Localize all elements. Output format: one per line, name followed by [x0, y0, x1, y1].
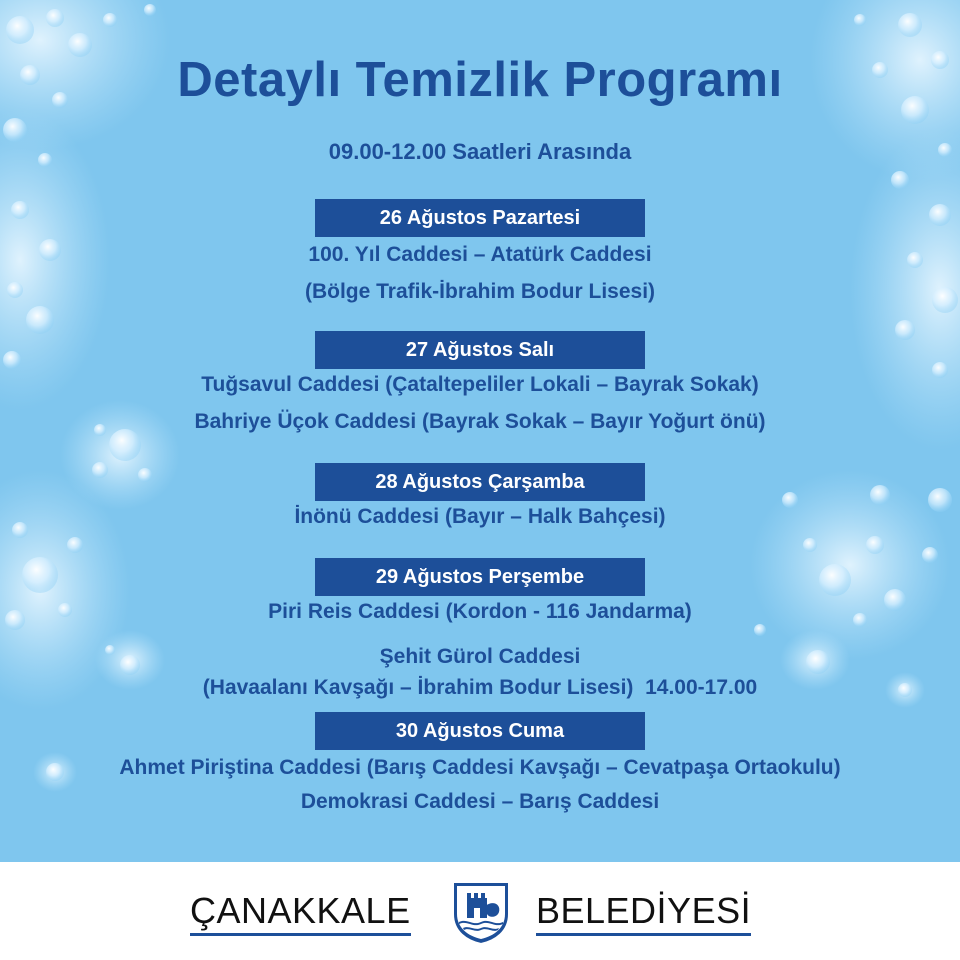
footer-underline — [536, 933, 751, 936]
schedule-line: Bahriye Üçok Caddesi (Bayrak Sokak – Bayır Yoğurt önü) — [194, 410, 766, 433]
schedule-line: Piri Reis Caddesi (Kordon - 116 Jandarma) — [268, 600, 692, 623]
canakkale-municipality-logo-icon — [449, 878, 513, 946]
schedule-line: Demokrasi Caddesi – Barış Caddesi — [300, 790, 660, 813]
schedule-line: 100. Yıl Caddesi – Atatürk Caddesi — [308, 243, 652, 266]
day-header-wednesday: 28 Ağustos Çarşamba — [315, 463, 645, 501]
footer-left-text: ÇANAKKALE — [190, 890, 411, 931]
page-title: Detaylı Temizlik Programı — [177, 53, 783, 107]
footer-underline — [190, 933, 411, 936]
schedule-line: Ahmet Piriştina Caddesi (Barış Caddesi Kavşağı – Cevatpaşa Ortaokulu) — [119, 756, 841, 779]
schedule-line: Şehit Gürol Caddesi — [379, 645, 581, 668]
footer-right-text: BELEDİYESİ — [536, 890, 752, 931]
schedule-line: İnönü Caddesi (Bayır – Halk Bahçesi) — [294, 505, 666, 528]
footer — [0, 862, 960, 960]
schedule-line: (Bölge Trafik-İbrahim Bodur Lisesi) — [304, 280, 656, 303]
footer-left-word — [190, 890, 411, 932]
schedule-line: (Havaalanı Kavşağı – İbrahim Bodur Lisesi) 14.00-17.00 — [202, 676, 758, 699]
time-range-subtitle: 09.00-12.00 Saatleri Arasında — [328, 139, 632, 164]
day-header-monday: 26 Ağustos Pazartesi — [315, 199, 645, 237]
schedule-line: Tuğsavul Caddesi (Çataltepeliler Lokali – Bayrak Sokak) — [201, 373, 759, 396]
day-header-friday: 30 Ağustos Cuma — [315, 712, 645, 750]
day-header-thursday: 29 Ağustos Perşembe — [315, 558, 645, 596]
footer-right-word — [536, 890, 751, 932]
day-header-tuesday: 27 Ağustos Salı — [315, 331, 645, 369]
